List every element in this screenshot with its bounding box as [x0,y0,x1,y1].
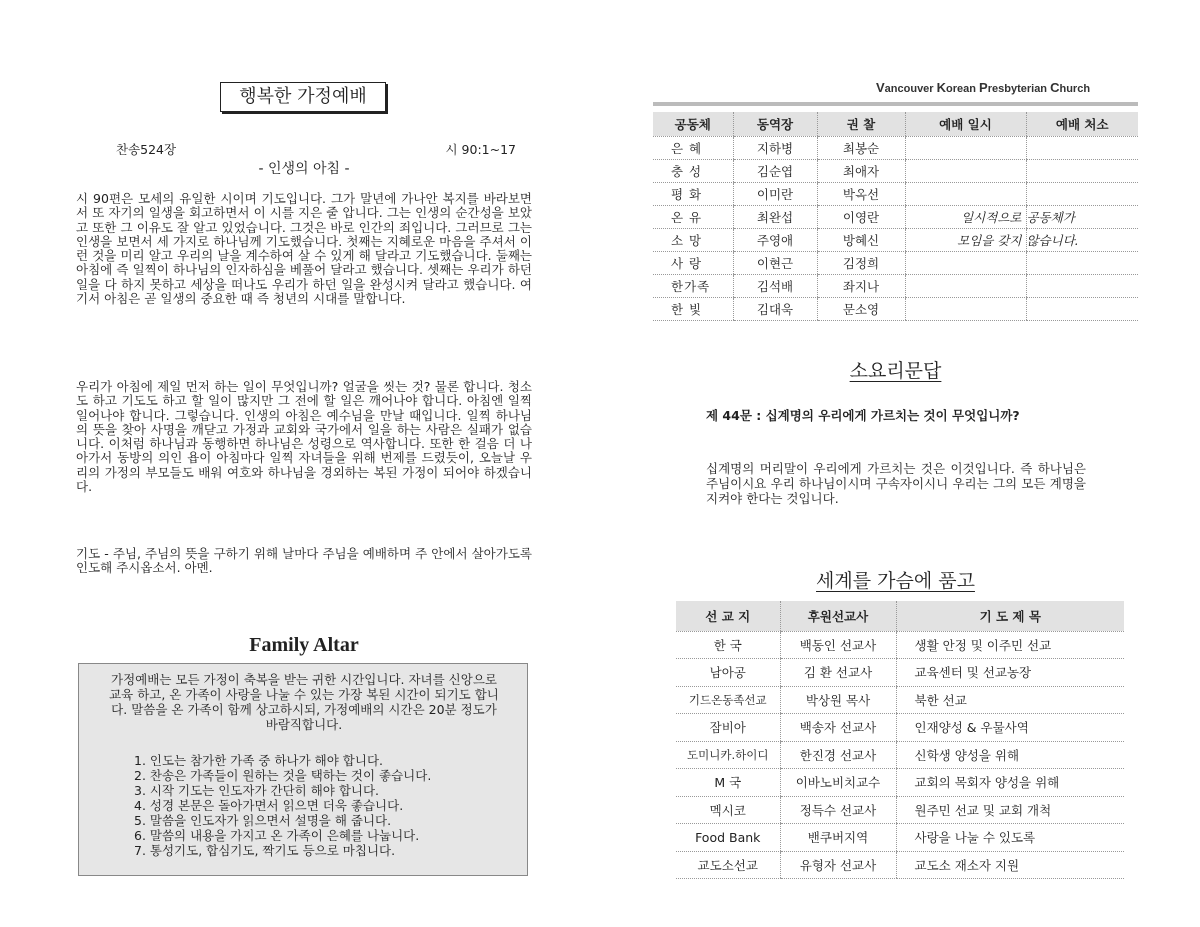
table-row: 멕시코 정득수 선교사 원주민 선교 및 교회 개척 [676,796,1124,824]
table-row: 도미니카.하이디 한진경 선교사 신학생 양성을 위해 [676,741,1124,769]
community-table [653,112,1138,321]
sermon-paragraph-2: 우리가 아침에 제일 먼저 하는 일이 무엇입니까? 얼굴을 씻는 것? 물론 합니다. 청소도 하고 기도도 하고 할 일이 많지만 그 전에 할 일은 깨어나야 합니다. 아침엔 일찍 일어나야 합니다. 그렇습니다. 인생의 아침은 예수님을 만날 때입니다. 일찍 하나님의 뜻을 찾아 사명을 깨닫고 가정과 교회와 국가에서 일을 하는 사람은 실패가 없습니다. 이처럼 하나님과 동행하면 하나님은 성령으로 역사합니다. 또한 한 걸음 더 나아가서 동방의 의인 욥이 아침마다 일찍 자녀들을 위해 번제를 드렸듯이, 오늘날 우리의 가정의 부모들도 배워 여호와 하나님을 경외하는 복된 가정이 되어야 하겠습니다. [76,379,532,495]
table-row: 소 망 주영애 방혜신 모임을 갖지 않습니다. [653,228,1138,251]
header-cell: 기 도 제 목 [896,601,1124,631]
sermon-paragraph-1: 시 90편은 모세의 유일한 시이며 기도입니다. 그가 말년에 가나안 복지를 바라보면서 또 자기의 일생을 회고하면서 이 시를 지은 줄 압니다. 그는 인생의 순간성을 보았고 또한 그 이유도 잘 알고 있었습니다. 그것은 바로 인간의 죄입니다. 그러므로 그는 인생을 보면서 세 가지로 하나님께 기도했습니다. 첫째는 지혜로운 마음을 주셔서 이런 것을 미리 알고 우리의 날을 계수하여 살 수 있게 해 달라고 기도했습니다. 둘째는 아침에 즉 일찍이 하나님의 인자하심을 베풀어 달라고 했습니다. 셋째는 우리가 하던 일을 다 하지 못하고 세상을 떠나도 우리가 하던 일을 완성시켜 달라고 했습니다. 여기서 아침은 곧 일생의 중요한 때 즉 청년의 시대를 말합니다. [76,191,532,307]
header-cell: 선 교 지 [676,601,780,631]
rule-item: 1. 인도는 참가한 가족 중 하나가 해야 합니다. [134,753,383,768]
table-row: 사 랑 이현근 김정희 [653,251,1138,274]
rule-item: 7. 통성기도, 합심기도, 짝기도 등으로 마칩니다. [134,843,396,858]
rule-item: 4. 성경 본문은 돌아가면서 읽으면 더욱 좋습니다. [134,798,404,813]
family-altar-rules [134,753,431,858]
missions-title: 세계를 가슴에 품고 [816,570,975,592]
table-row: 한 국 백동인 선교사 생활 안정 및 이주민 선교 [676,631,1124,659]
missions-table [676,601,1124,879]
worship-title: 행복한 가정예배 [220,82,386,112]
table-row: 한가족 김석배 좌지나 [653,274,1138,297]
note-cell: 일시적으로 [905,205,1026,228]
header-cell: 후원선교사 [780,601,896,631]
header-cell: 공동체 [653,112,733,136]
sermon-subtitle: - 인생의 아침 - [258,161,350,177]
hymn-number: 찬송524장 [116,142,177,157]
catechism-title: 소요리문답 [849,360,942,382]
table-header-row [676,601,1124,631]
table-row: 잠비아 백송자 선교사 인재양성 & 우물사역 [676,714,1124,742]
table-row: 충 성 김순엽 최애자 [653,159,1138,182]
family-altar-box [78,663,528,876]
rule-item: 6. 말씀의 내용을 가지고 온 가족이 은혜를 나눕니다. [134,828,420,843]
table-row: 한 빛 김대욱 문소영 [653,297,1138,320]
rule-item: 3. 시작 기도는 인도자가 간단히 해야 합니다. [134,783,380,798]
table-row: 남아공 김 환 선교사 교육센터 및 선교농장 [676,659,1124,687]
table-row: 기드온동족선교 박상원 목사 북한 선교 [676,686,1124,714]
table-row: M 국 이바노비치교수 교회의 목회자 양성을 위해 [676,769,1124,797]
table-row: 교도소선교 유형자 선교사 교도소 재소자 지원 [676,851,1124,879]
table-header-row [653,112,1138,136]
header-cell: 동역장 [733,112,817,136]
table-row: 온 유 최완섭 이영란 일시적으로 공동체가 [653,205,1138,228]
header-cell: 권 찰 [817,112,905,136]
catechism-question: 제 44문 : 십계명의 우리에게 가르치는 것이 무엇입니까? [706,408,1020,423]
church-name: Vancouver Korean Presbyterian Church [876,80,1091,95]
rule-item: 2. 찬송은 가족들이 원하는 것을 택하는 것이 좋습니다. [134,768,432,783]
rule-item: 5. 말씀을 인도자가 읽으면서 설명을 해 줍니다. [134,813,392,828]
table-row: 은 혜 지하병 최봉순 [653,136,1138,159]
family-altar-intro: 가정예배는 모든 가정이 축복을 받는 귀한 시간입니다. 자녀를 신앙으로 교육 하고, 온 가족이 사랑을 나눌 수 있는 가장 복된 시간이 되기도 합니다. 말씀을 온 가족이 함께 상고하시되, 가정예배의 시간은 20분 정도가 바람직합니다. [109,672,499,732]
family-altar-title: Family Altar [249,634,359,656]
table-row: Food Bank 밴쿠버지역 사랑을 나눌 수 있도록 [676,824,1124,852]
note-cell: 모임을 갖지 [905,228,1026,251]
closing-prayer: 기도 - 주님, 주님의 뜻을 구하기 위해 날마다 주님을 예배하며 주 안에서 살아가도록 인도해 주시옵소서. 아멘. [76,546,532,576]
scripture-reference: 시 90:1~17 [445,142,516,157]
header-cell: 예배 처소 [1026,112,1138,136]
table-row: 평 화 이미란 박옥선 [653,182,1138,205]
header-cell: 예배 일시 [905,112,1026,136]
catechism-answer: 십계명의 머리말이 우리에게 가르치는 것은 이것입니다. 즉 하나님은 주님이시요 우리 하나님이시며 구속자이시니 우리는 그의 모든 계명을 지켜야 한다는 것입니다. [706,461,1086,506]
note-cell: 않습니다. [1026,228,1138,251]
note-cell: 공동체가 [1026,205,1138,228]
header-rule [653,102,1138,106]
hymn-line [116,140,516,158]
